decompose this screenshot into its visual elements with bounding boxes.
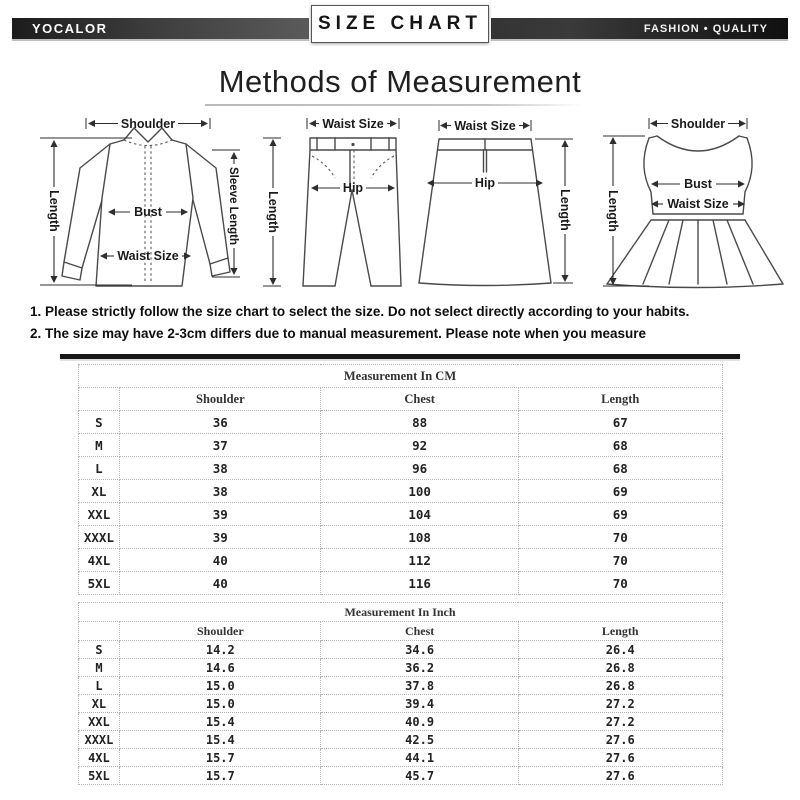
note-line-1: 1. Please strictly follow the size chart to select the size. Do not select directly according to your habits.	[30, 304, 690, 319]
dress-shoulder-label: Shoulder	[670, 117, 726, 131]
column-header: Length	[518, 622, 722, 641]
size-cell: 39	[120, 526, 321, 549]
shirt-diagram	[14, 114, 242, 295]
table-row	[78, 731, 722, 749]
size-cell: 40	[120, 572, 321, 595]
size-cell: 69	[518, 480, 722, 503]
table-title: Measurement In Inch	[78, 603, 722, 622]
dress-waist-label: Waist Size	[667, 197, 729, 211]
column-header	[78, 622, 120, 641]
column-header: Shoulder	[120, 622, 321, 641]
size-cell: 26.8	[518, 659, 722, 677]
shirt-bust-label: Bust	[134, 205, 162, 219]
size-label: M	[78, 659, 120, 677]
dress-length-label: Length	[605, 190, 620, 232]
size-cell: 70	[518, 549, 722, 572]
size-cell: 42.5	[321, 731, 519, 749]
dress-diagram	[591, 114, 786, 295]
size-cell: 36	[120, 411, 321, 434]
table-row	[78, 503, 722, 526]
size-label: S	[78, 641, 120, 659]
size-cell: 112	[321, 549, 519, 572]
table-header-row	[78, 388, 722, 411]
pants-hip-label: Hip	[343, 181, 364, 195]
column-header: Chest	[321, 388, 519, 411]
measurement-diagrams	[14, 114, 786, 295]
column-header: Shoulder	[120, 388, 321, 411]
pants-length-label: Length	[266, 191, 281, 233]
size-table-inch	[78, 602, 723, 785]
page-title: Methods of Measurement	[218, 64, 582, 99]
table-header-row	[78, 622, 722, 641]
size-label: XXXL	[78, 731, 120, 749]
size-label: XXXL	[78, 526, 120, 549]
size-cell: 108	[321, 526, 519, 549]
size-cell: 15.4	[120, 731, 321, 749]
table-title-row	[78, 365, 722, 388]
size-cell: 34.6	[321, 641, 519, 659]
table-title: Measurement In CM	[78, 365, 722, 388]
size-cell: 38	[120, 480, 321, 503]
shirt-shoulder-label: Shoulder	[120, 117, 176, 131]
table-row	[78, 695, 722, 713]
size-chart-banner	[311, 5, 489, 43]
size-cell: 88	[321, 411, 519, 434]
note-line-2: 2. The size may have 2-3cm differs due to manual measurement. Please note when you measure	[30, 326, 646, 341]
size-cell: 14.2	[120, 641, 321, 659]
pants-waist-label: Waist Size	[322, 117, 385, 131]
top-banner	[0, 0, 800, 50]
table-row	[78, 713, 722, 731]
skirt-waist-label: Waist Size	[453, 119, 516, 133]
size-cell: 14.6	[120, 659, 321, 677]
size-cell: 26.4	[518, 641, 722, 659]
size-label: XL	[78, 695, 120, 713]
table-row	[78, 411, 722, 434]
size-label: 4XL	[78, 549, 120, 572]
skirt-diagram	[415, 114, 580, 295]
size-label: XL	[78, 480, 120, 503]
size-cell: 38	[120, 457, 321, 480]
size-cell: 26.8	[518, 677, 722, 695]
skirt-hip-label: Hip	[474, 176, 495, 190]
size-cell: 15.0	[120, 695, 321, 713]
size-label: XXL	[78, 503, 120, 526]
table-row	[78, 677, 722, 695]
size-label: 5XL	[78, 572, 120, 595]
size-cell: 37	[120, 434, 321, 457]
size-cell: 27.6	[518, 767, 722, 785]
size-cell: 70	[518, 526, 722, 549]
size-cell: 37.8	[321, 677, 519, 695]
size-cell: 104	[321, 503, 519, 526]
size-cell: 15.7	[120, 767, 321, 785]
size-label: XXL	[78, 713, 120, 731]
size-cell: 96	[321, 457, 519, 480]
size-cell: 27.6	[518, 749, 722, 767]
skirt-length-label: Length	[557, 189, 572, 231]
table-row	[78, 659, 722, 677]
brand-tagline: FASHION • QUALITY	[643, 22, 768, 35]
table-top-rule	[60, 354, 740, 359]
size-cell: 39.4	[321, 695, 519, 713]
size-label: S	[78, 411, 120, 434]
size-cell: 27.2	[518, 713, 722, 731]
table-row	[78, 767, 722, 785]
size-cell: 67	[518, 411, 722, 434]
table-row	[78, 457, 722, 480]
size-cell: 39	[120, 503, 321, 526]
size-cell: 40.9	[321, 713, 519, 731]
size-table-cm	[78, 364, 723, 595]
column-header	[78, 388, 120, 411]
title-underline	[205, 104, 583, 106]
size-label: L	[78, 457, 120, 480]
notes-section	[30, 301, 800, 345]
size-label: 5XL	[78, 767, 120, 785]
size-cell: 15.0	[120, 677, 321, 695]
table-row	[78, 526, 722, 549]
tables-section	[78, 364, 723, 785]
table-row	[78, 434, 722, 457]
shirt-length-label: Length	[47, 190, 61, 232]
size-cell: 36.2	[321, 659, 519, 677]
size-cell: 40	[120, 549, 321, 572]
table-row	[78, 641, 722, 659]
size-cell: 100	[321, 480, 519, 503]
dress-bust-label: Bust	[684, 177, 712, 191]
size-cell: 92	[321, 434, 519, 457]
size-cell: 27.6	[518, 731, 722, 749]
table-row	[78, 480, 722, 503]
size-cell: 69	[518, 503, 722, 526]
size-cell: 68	[518, 434, 722, 457]
size-cell: 44.1	[321, 749, 519, 767]
column-header: Length	[518, 388, 722, 411]
table-row	[78, 572, 722, 595]
size-label: M	[78, 434, 120, 457]
size-cell: 27.2	[518, 695, 722, 713]
table-title-row	[78, 603, 722, 622]
shirt-waist-label: Waist Size	[117, 249, 179, 263]
size-cell: 15.7	[120, 749, 321, 767]
column-header: Chest	[321, 622, 519, 641]
size-cell: 15.4	[120, 713, 321, 731]
banner-title: SIZE CHART	[318, 13, 482, 34]
brand-logo: YOCALOR	[32, 21, 108, 36]
table-row	[78, 549, 722, 572]
size-cell: 70	[518, 572, 722, 595]
size-cell: 68	[518, 457, 722, 480]
size-cell: 45.7	[321, 767, 519, 785]
shirt-sleeve-length-label: Sleeve Length	[227, 167, 239, 245]
size-cell: 116	[321, 572, 519, 595]
size-label: L	[78, 677, 120, 695]
table-row	[78, 749, 722, 767]
size-label: 4XL	[78, 749, 120, 767]
pants-diagram	[253, 114, 403, 295]
